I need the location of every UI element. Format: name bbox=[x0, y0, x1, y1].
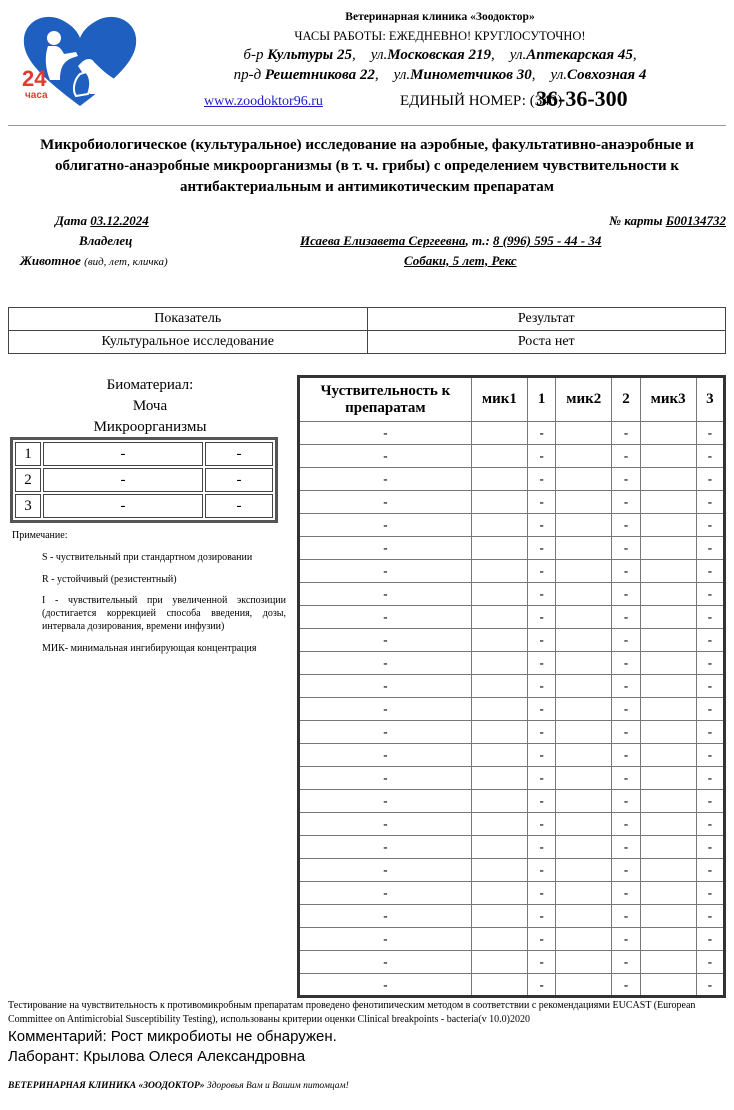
sensitivity-cell bbox=[640, 836, 696, 859]
table-row bbox=[299, 583, 725, 606]
sensitivity-cell bbox=[640, 767, 696, 790]
sensitivity-cell bbox=[640, 652, 696, 675]
sensitivity-cell bbox=[471, 629, 527, 652]
sensitivity-cell: - bbox=[528, 744, 556, 767]
sensitivity-cell bbox=[556, 836, 612, 859]
table-row bbox=[299, 675, 725, 698]
sensitivity-cell bbox=[471, 675, 527, 698]
sensitivity-cell bbox=[556, 744, 612, 767]
header-result: Результат bbox=[367, 308, 726, 331]
sensitivity-cell: - bbox=[612, 790, 640, 813]
sensitivity-cell bbox=[556, 491, 612, 514]
page-title: Микробиологическое (культуральное) исследование на аэробные, факультативно-анаэробные и облигатно-анаэробные микроорганизмы (в т. ч. грибы) с определением чувствительности к антибактериальным и антимикотическим препаратам bbox=[40, 137, 694, 195]
sensitivity-cell: - bbox=[528, 422, 556, 445]
sensitivity-cell: - bbox=[696, 744, 724, 767]
sensitivity-cell: - bbox=[612, 928, 640, 951]
sensitivity-cell: - bbox=[299, 813, 472, 836]
sensitivity-cell bbox=[556, 560, 612, 583]
sensitivity-cell: - bbox=[612, 698, 640, 721]
sensitivity-cell: - bbox=[696, 859, 724, 882]
sensitivity-cell: - bbox=[528, 836, 556, 859]
table-row bbox=[9, 331, 726, 354]
sensitivity-cell: - bbox=[528, 491, 556, 514]
sensitivity-cell: - bbox=[299, 560, 472, 583]
sensitivity-cell: - bbox=[299, 606, 472, 629]
sensitivity-cell: - bbox=[696, 468, 724, 491]
sensitivity-cell: - bbox=[696, 905, 724, 928]
sensitivity-cell: - bbox=[299, 491, 472, 514]
logo-badge-number: 24 bbox=[22, 66, 47, 91]
sensitivity-cell bbox=[471, 698, 527, 721]
table-row bbox=[299, 537, 725, 560]
sensitivity-cell: - bbox=[299, 514, 472, 537]
sensitivity-cell: - bbox=[612, 491, 640, 514]
sensitivity-cell bbox=[556, 422, 612, 445]
table-row bbox=[299, 836, 725, 859]
sensitivity-cell: - bbox=[528, 652, 556, 675]
sensitivity-cell bbox=[640, 698, 696, 721]
sensitivity-cell: - bbox=[696, 813, 724, 836]
sensitivity-cell: - bbox=[612, 583, 640, 606]
table-row bbox=[299, 514, 725, 537]
address-line-2: пр-д Решетникова 22, ул.Минометчиков 30, ул.Совхозная 4 bbox=[233, 67, 647, 83]
sensitivity-cell bbox=[471, 951, 527, 974]
sensitivity-cell: - bbox=[696, 882, 724, 905]
sensitivity-cell bbox=[556, 583, 612, 606]
microorganisms-label: Микроорганизмы bbox=[93, 419, 207, 435]
sensitivity-cell: - bbox=[528, 928, 556, 951]
sensitivity-cell bbox=[471, 744, 527, 767]
sensitivity-cell bbox=[471, 652, 527, 675]
sensitivity-cell: - bbox=[528, 698, 556, 721]
sensitivity-cell bbox=[471, 560, 527, 583]
header-mic1: мик1 bbox=[471, 377, 527, 422]
sensitivity-cell: - bbox=[696, 698, 724, 721]
sensitivity-cell bbox=[640, 468, 696, 491]
sensitivity-cell bbox=[640, 790, 696, 813]
sensitivity-cell bbox=[471, 836, 527, 859]
sensitivity-cell bbox=[471, 767, 527, 790]
sensitivity-cell: - bbox=[528, 629, 556, 652]
sensitivity-cell: - bbox=[696, 928, 724, 951]
sensitivity-table bbox=[297, 375, 726, 998]
table-row: 2 - - bbox=[15, 468, 273, 492]
sensitivity-cell bbox=[556, 974, 612, 997]
sensitivity-cell bbox=[471, 813, 527, 836]
sensitivity-cell: - bbox=[696, 974, 724, 997]
header-drug: Чуствительность к препаратам bbox=[299, 377, 472, 422]
working-hours: ЧАСЫ РАБОТЫ: ЕЖЕДНЕВНО! КРУГЛОСУТОЧНО! bbox=[294, 29, 586, 43]
sensitivity-cell bbox=[471, 468, 527, 491]
sensitivity-cell: - bbox=[612, 560, 640, 583]
header-divider bbox=[8, 125, 726, 126]
logo-badge-text: часа bbox=[25, 90, 48, 101]
biomaterial-label: Биоматериал: bbox=[106, 377, 194, 393]
note-i: I - чувствительный при увеличенной экспозиции (достигается коррекцией способа введения, дозы, интервала дозирования, времени инфузии) bbox=[42, 595, 286, 632]
biomaterial-value: Моча bbox=[132, 398, 168, 414]
table-row bbox=[299, 652, 725, 675]
sensitivity-cell: - bbox=[528, 537, 556, 560]
sensitivity-cell: - bbox=[612, 468, 640, 491]
sensitivity-cell bbox=[640, 560, 696, 583]
table-row bbox=[299, 951, 725, 974]
sensitivity-cell bbox=[640, 974, 696, 997]
sensitivity-cell bbox=[471, 422, 527, 445]
table-row bbox=[299, 928, 725, 951]
address-line-1: б-р Культуры 25, ул.Московская 219, ул.Аптекарская 45, bbox=[243, 47, 637, 63]
sensitivity-cell bbox=[556, 629, 612, 652]
header-1: 1 bbox=[528, 377, 556, 422]
sensitivity-cell bbox=[556, 859, 612, 882]
microorganisms-table bbox=[10, 437, 278, 523]
sensitivity-cell: - bbox=[528, 813, 556, 836]
sensitivity-cell: - bbox=[299, 721, 472, 744]
table-row bbox=[299, 698, 725, 721]
table-row bbox=[299, 629, 725, 652]
sensitivity-cell: - bbox=[612, 882, 640, 905]
sensitivity-cell: - bbox=[299, 629, 472, 652]
sensitivity-cell: - bbox=[696, 445, 724, 468]
sensitivity-cell bbox=[556, 468, 612, 491]
sensitivity-cell: - bbox=[528, 514, 556, 537]
sensitivity-cell bbox=[640, 537, 696, 560]
table-row bbox=[299, 767, 725, 790]
note-s: S - чуствительный при стандартном дозировании bbox=[42, 552, 253, 563]
sensitivity-cell bbox=[471, 882, 527, 905]
sensitivity-cell bbox=[471, 537, 527, 560]
table-row bbox=[299, 491, 725, 514]
notes-title: Примечание: bbox=[12, 530, 68, 541]
sensitivity-cell: - bbox=[299, 974, 472, 997]
sensitivity-cell: - bbox=[696, 560, 724, 583]
header-mic2: мик2 bbox=[556, 377, 612, 422]
sensitivity-cell bbox=[471, 721, 527, 744]
website-link[interactable]: www.zoodoktor96.ru bbox=[204, 94, 323, 109]
sensitivity-cell bbox=[640, 675, 696, 698]
sensitivity-cell: - bbox=[299, 744, 472, 767]
table-row bbox=[299, 974, 725, 997]
sensitivity-cell bbox=[556, 537, 612, 560]
sensitivity-cell bbox=[471, 790, 527, 813]
sensitivity-cell bbox=[556, 606, 612, 629]
sensitivity-cell: - bbox=[696, 537, 724, 560]
sensitivity-cell: - bbox=[612, 652, 640, 675]
sensitivity-cell: - bbox=[612, 514, 640, 537]
sensitivity-cell bbox=[556, 928, 612, 951]
lab-technician: Лаборант: Крылова Олеся Александровна bbox=[8, 1048, 306, 1065]
sensitivity-cell bbox=[471, 491, 527, 514]
sensitivity-cell: - bbox=[299, 905, 472, 928]
sensitivity-cell: - bbox=[696, 951, 724, 974]
sensitivity-cell: - bbox=[612, 606, 640, 629]
sensitivity-cell: - bbox=[299, 767, 472, 790]
sensitivity-cell: - bbox=[696, 836, 724, 859]
sensitivity-cell: - bbox=[528, 767, 556, 790]
sensitivity-cell bbox=[471, 928, 527, 951]
table-row bbox=[299, 813, 725, 836]
sensitivity-cell: - bbox=[612, 537, 640, 560]
table-row bbox=[299, 882, 725, 905]
sensitivity-cell: - bbox=[612, 905, 640, 928]
sensitivity-cell: - bbox=[612, 951, 640, 974]
biomaterial-block bbox=[60, 375, 240, 438]
sensitivity-cell bbox=[640, 422, 696, 445]
sensitivity-cell bbox=[640, 744, 696, 767]
sensitivity-cell: - bbox=[696, 721, 724, 744]
table-row bbox=[299, 445, 725, 468]
sensitivity-cell: - bbox=[528, 675, 556, 698]
sensitivity-cell bbox=[640, 721, 696, 744]
sensitivity-cell bbox=[640, 629, 696, 652]
result-table bbox=[8, 307, 726, 354]
table-row bbox=[299, 859, 725, 882]
sensitivity-cell: - bbox=[612, 675, 640, 698]
sensitivity-cell: - bbox=[299, 882, 472, 905]
sensitivity-cell: - bbox=[528, 583, 556, 606]
table-row bbox=[299, 422, 725, 445]
sensitivity-cell: - bbox=[696, 491, 724, 514]
sensitivity-cell: - bbox=[696, 652, 724, 675]
sensitivity-cell: - bbox=[528, 790, 556, 813]
sensitivity-cell: - bbox=[612, 859, 640, 882]
table-row: 3 - - bbox=[15, 494, 273, 518]
header-indicator: Показатель bbox=[9, 308, 368, 331]
table-row bbox=[299, 744, 725, 767]
table-row bbox=[299, 905, 725, 928]
sensitivity-cell bbox=[471, 905, 527, 928]
sensitivity-cell bbox=[640, 583, 696, 606]
sensitivity-cell bbox=[471, 445, 527, 468]
sensitivity-cell: - bbox=[528, 560, 556, 583]
sensitivity-cell: - bbox=[612, 836, 640, 859]
sensitivity-cell bbox=[640, 445, 696, 468]
sensitivity-cell: - bbox=[528, 951, 556, 974]
sensitivity-cell: - bbox=[612, 974, 640, 997]
sensitivity-cell: - bbox=[612, 629, 640, 652]
sensitivity-cell bbox=[556, 445, 612, 468]
sensitivity-cell bbox=[640, 514, 696, 537]
comment: Комментарий: Рост микробиоты не обнаружен. bbox=[8, 1028, 337, 1045]
sensitivity-cell bbox=[471, 859, 527, 882]
table-row bbox=[299, 606, 725, 629]
sensitivity-cell: - bbox=[612, 813, 640, 836]
sensitivity-cell bbox=[640, 491, 696, 514]
sensitivity-cell: - bbox=[299, 790, 472, 813]
sensitivity-cell bbox=[556, 882, 612, 905]
sensitivity-cell: - bbox=[696, 790, 724, 813]
sensitivity-cell: - bbox=[696, 583, 724, 606]
owner-label: Владелец bbox=[79, 233, 133, 248]
sensitivity-cell bbox=[640, 859, 696, 882]
sensitivity-cell bbox=[556, 698, 612, 721]
sensitivity-cell: - bbox=[528, 606, 556, 629]
testing-method-note: Тестирование на чувствительность к противомикробным препаратам проведено фенотипическим методом в соответствии с рекомендациями EUCAST (European Committee on Antimicrobial Susceptibility Testing), использованы критерии оценки Clinical breakpoints - bacteria(v 10.0)2020 bbox=[8, 1000, 696, 1025]
sensitivity-cell: - bbox=[612, 445, 640, 468]
sensitivity-cell: - bbox=[696, 629, 724, 652]
sensitivity-cell: - bbox=[612, 744, 640, 767]
sensitivity-cell: - bbox=[528, 445, 556, 468]
header-mic3: мик3 bbox=[640, 377, 696, 422]
animal-value: Собаки, 5 лет, Рекс bbox=[404, 253, 517, 268]
sensitivity-cell: - bbox=[528, 468, 556, 491]
sensitivity-cell: - bbox=[299, 836, 472, 859]
sensitivity-cell: - bbox=[612, 767, 640, 790]
header-3: 3 bbox=[696, 377, 724, 422]
sensitivity-cell: - bbox=[299, 652, 472, 675]
note-r: R - устойчивый (резистентный) bbox=[42, 574, 177, 585]
sensitivity-cell: - bbox=[696, 767, 724, 790]
table-row bbox=[299, 790, 725, 813]
sensitivity-cell bbox=[471, 606, 527, 629]
sensitivity-cell: - bbox=[696, 606, 724, 629]
sensitivity-cell bbox=[471, 514, 527, 537]
sensitivity-cell: - bbox=[299, 698, 472, 721]
sensitivity-cell: - bbox=[299, 422, 472, 445]
sensitivity-cell: - bbox=[299, 445, 472, 468]
sensitivity-cell: - bbox=[696, 675, 724, 698]
clinic-name: Ветеринарная клиника «Зоодоктор» bbox=[345, 11, 535, 23]
sensitivity-cell: - bbox=[612, 721, 640, 744]
sensitivity-cell bbox=[556, 790, 612, 813]
sensitivity-cell: - bbox=[299, 537, 472, 560]
sensitivity-cell: - bbox=[528, 905, 556, 928]
sensitivity-cell bbox=[640, 951, 696, 974]
table-header-row bbox=[299, 377, 725, 422]
table-row bbox=[299, 560, 725, 583]
sensitivity-cell bbox=[556, 675, 612, 698]
phone-label: ЕДИНЫЙ НОМЕР: (343) bbox=[400, 93, 563, 109]
sensitivity-cell: - bbox=[528, 882, 556, 905]
phone-number: 36-36-300 bbox=[536, 86, 628, 111]
date-field: Дата 03.12.2024 bbox=[55, 213, 149, 228]
sensitivity-cell: - bbox=[299, 583, 472, 606]
table-row bbox=[299, 468, 725, 491]
sensitivity-cell: - bbox=[299, 928, 472, 951]
sensitivity-cell bbox=[556, 951, 612, 974]
sensitivity-cell: - bbox=[299, 675, 472, 698]
header-2: 2 bbox=[612, 377, 640, 422]
sensitivity-cell bbox=[556, 905, 612, 928]
result-cell: Роста нет bbox=[367, 331, 726, 354]
table-row: 1 - - bbox=[15, 442, 273, 466]
footer-slogan: ВЕТЕРИНАРНАЯ КЛИНИКА «ЗООДОКТОР» Здоровья Вам и Вашим питомцам! bbox=[8, 1081, 349, 1091]
sensitivity-cell bbox=[556, 813, 612, 836]
sensitivity-cell: - bbox=[528, 859, 556, 882]
sensitivity-cell: - bbox=[696, 422, 724, 445]
sensitivity-cell: - bbox=[299, 468, 472, 491]
table-header-row bbox=[9, 308, 726, 331]
sensitivity-cell: - bbox=[528, 721, 556, 744]
sensitivity-cell bbox=[556, 767, 612, 790]
indicator-cell: Культуральное исследование bbox=[9, 331, 368, 354]
animal-label: Животное (вид, лет, кличка) bbox=[20, 253, 168, 268]
table-row bbox=[299, 721, 725, 744]
sensitivity-cell: - bbox=[528, 974, 556, 997]
card-number-field: № карты Б00134732 bbox=[609, 213, 726, 228]
sensitivity-cell bbox=[471, 974, 527, 997]
sensitivity-cell bbox=[556, 721, 612, 744]
sensitivity-cell bbox=[640, 606, 696, 629]
sensitivity-cell: - bbox=[612, 422, 640, 445]
sensitivity-cell bbox=[640, 882, 696, 905]
sensitivity-cell: - bbox=[299, 859, 472, 882]
sensitivity-cell bbox=[556, 652, 612, 675]
sensitivity-cell bbox=[640, 813, 696, 836]
sensitivity-cell: - bbox=[696, 514, 724, 537]
clinic-logo bbox=[20, 14, 148, 110]
sensitivity-cell bbox=[640, 928, 696, 951]
sensitivity-cell bbox=[556, 514, 612, 537]
sensitivity-cell bbox=[640, 905, 696, 928]
sensitivity-cell: - bbox=[299, 951, 472, 974]
sensitivity-cell bbox=[471, 583, 527, 606]
note-mic: МИК- минимальная ингибирующая концентрация bbox=[42, 643, 257, 654]
owner-value: Исаева Елизавета Сергеевна, т.: 8 (996) 595 - 44 - 34 bbox=[300, 233, 602, 248]
